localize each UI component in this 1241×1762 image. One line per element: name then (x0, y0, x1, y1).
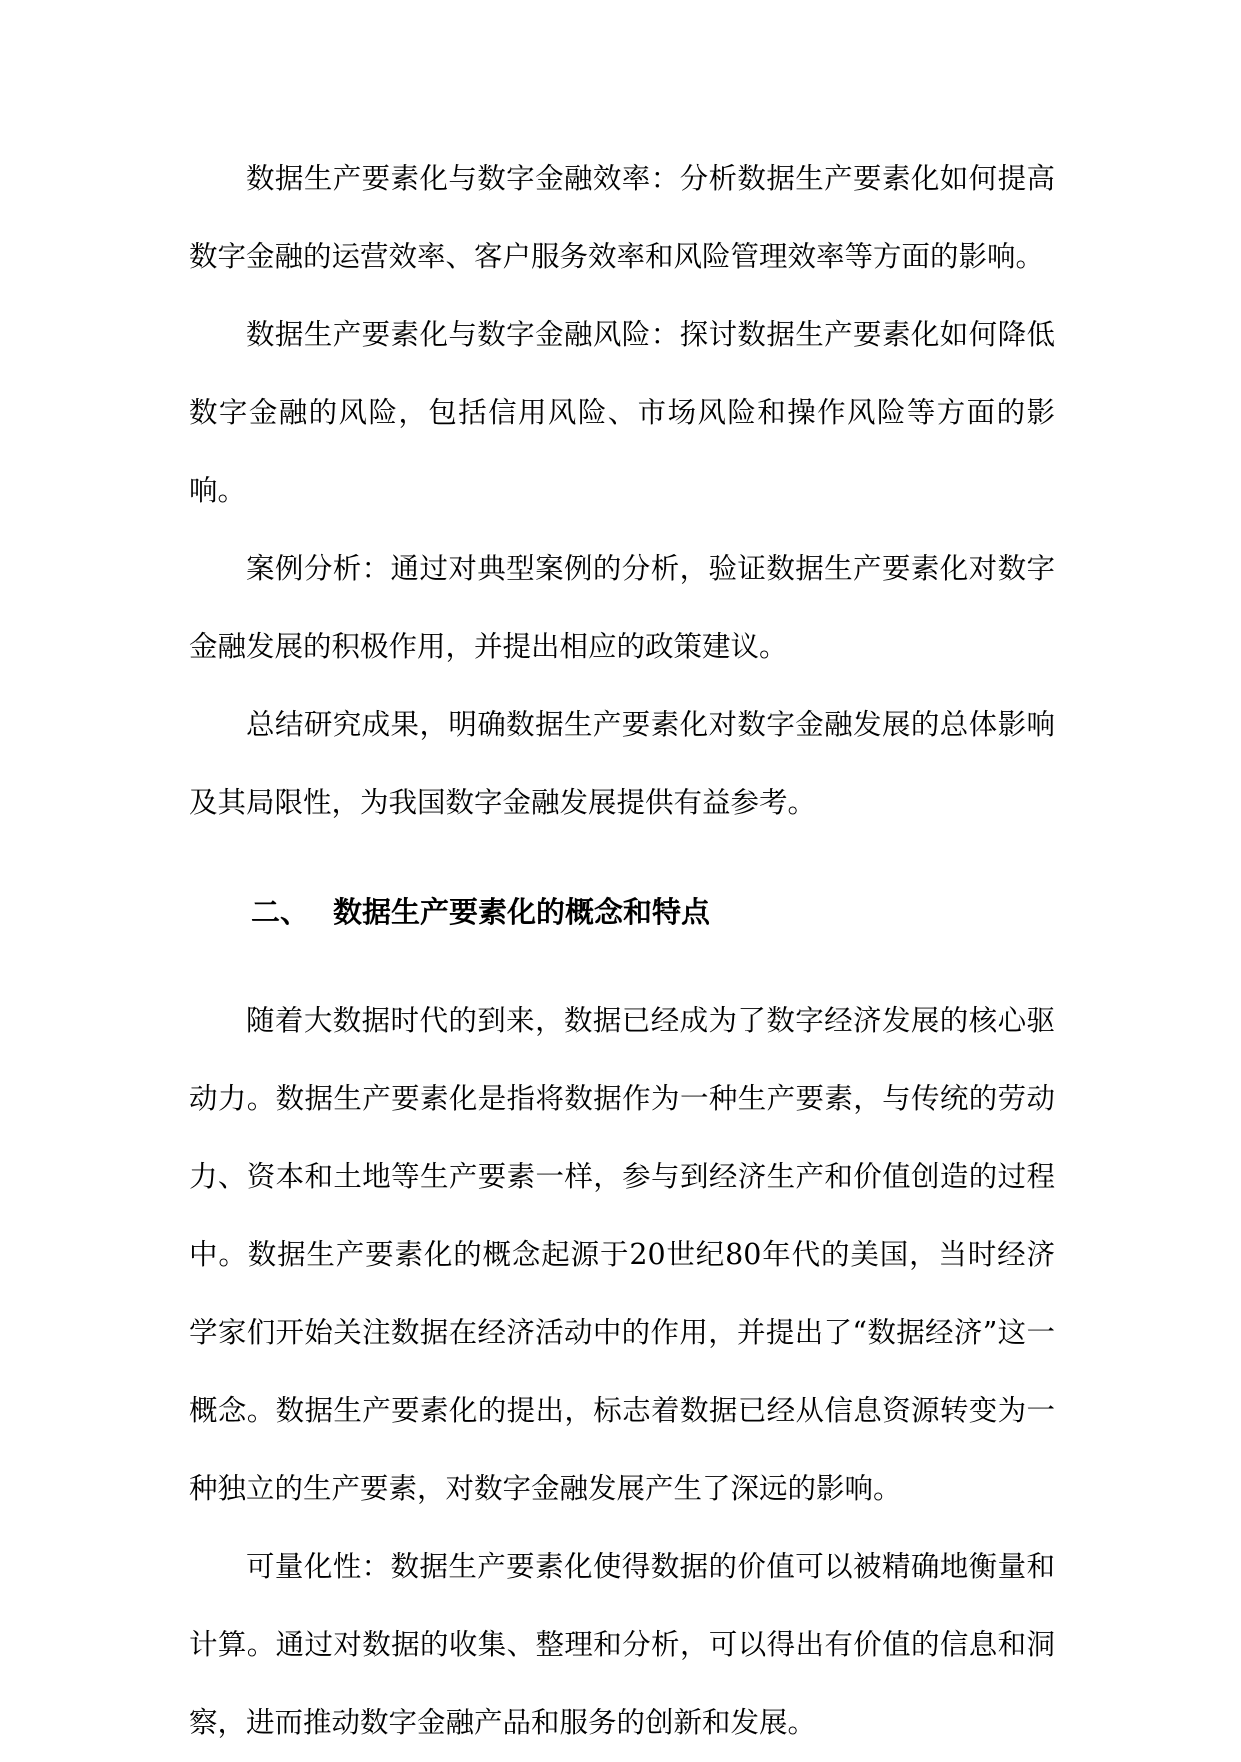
paragraph-risk: 数据生产要素化与数字金融风险：探讨数据生产要素化如何降低数字金融的风险，包括信用风险、市场风险和操作风险等方面的影响。 (189, 318, 1055, 507)
section-heading (189, 842, 1055, 982)
paragraph-concept: 随着大数据时代的到来，数据已经成为了数字经济发展的核心驱动力。数据生产要素化是指将数据作为一种生产要素，与传统的劳动力、资本和土地等生产要素一样，参与到经济生产和价值创造的过程中。数据生产要素化的概念起源于20世纪80年代的美国，当时经济学家们开始关注数据在经济活动中的作用，并提出了“数据经济”这一概念。数据生产要素化的提出，标志着数据已经从信息资源转变为一种独立的生产要素，对数字金融发展产生了深远的影响。 (189, 1004, 1055, 1505)
paragraph-case-analysis: 案例分析：通过对典型案例的分析，验证数据生产要素化对数字金融发展的积极作用，并提出相应的政策建议。 (189, 552, 1055, 663)
paragraph-quantifiability: 可量化性：数据生产要素化使得数据的价值可以被精确地衡量和计算。通过对数据的收集、整理和分析，可以得出有价值的信息和洞察，进而推动数字金融产品和服务的创新和发展。 (189, 1550, 1055, 1739)
paragraph-efficiency: 数据生产要素化与数字金融效率：分析数据生产要素化如何提高数字金融的运营效率、客户服务效率和风险管理效率等方面的影响。 (189, 162, 1055, 273)
section-number: 二、 (251, 895, 310, 929)
document-body (189, 140, 1055, 1762)
paragraph-summary: 总结研究成果，明确数据生产要素化对数字金融发展的总体影响及其局限性，为我国数字金融发展提供有益参考。 (189, 708, 1055, 819)
section-title: 数据生产要素化的概念和特点 (333, 895, 711, 929)
